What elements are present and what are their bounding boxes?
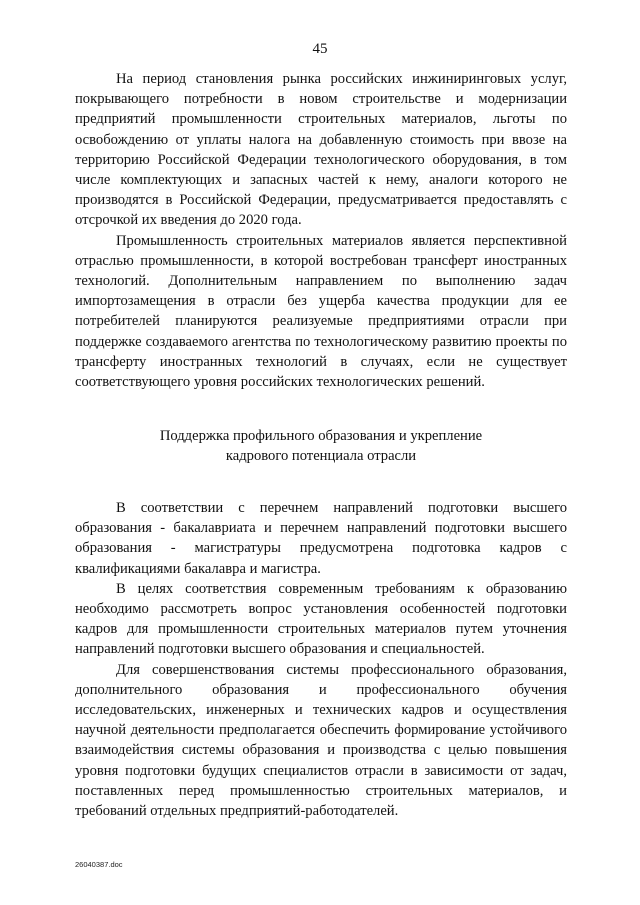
section-heading-line-2: кадрового потенциала отрасли xyxy=(225,448,417,465)
document-file-name: 26040387.doc xyxy=(75,860,123,869)
section-heading-line-1: Поддержка профильного образования и укрепление xyxy=(159,428,483,444)
section-heading xyxy=(75,426,567,466)
section-text xyxy=(75,498,567,821)
intro-text xyxy=(75,69,567,392)
paragraph-technology-transfer: Промышленность строительных материалов является перспективной отраслью промышленности, в которой востребован трансферт иностранных технологий. Дополнительным направлением по выполнению задач импортозамещения в отрасли без ущерба качества продукции для ее потребителей планируются реализуемые предприятиями отрасли при поддержке создаваемого агентства по технологическому развитию проекты по трансферту иностранных технологий в случаях, если не существует соответствующего уровня российских технологических решений. xyxy=(75,232,567,391)
paragraph-degree-programs: В соответствии с перечнем направлений подготовки высшего образования - бакалавриата и перечнем направлений подготовки высшего образования - магистратуры предусмотрена подготовка кадров с квалификациями бакалавра и магистра. xyxy=(75,500,567,577)
paragraph-training-requirements: В целях соответствия современным требованиям к образованию необходимо рассмотреть вопрос установления особенностей подготовки кадров для промышленности строительных материалов путем уточнения направлений подготовки высшего образования и специальностей. xyxy=(75,580,567,658)
paragraph-engineering-services-benefits: На период становления рынка российских инжиниринговых услуг, покрывающего потребности в новом строительстве и модернизации предприятий промышленности строительных материалов, льготы по освобождению от уплаты налога на добавленную стоимость при ввозе на территорию Российской Федерации технологического оборудования, в том числе комплектующих и запасных частей к нему, аналоги которого не производятся в Российской Федерации, предусматривается предоставлять с отсрочкой их введения до 2020 года. xyxy=(75,71,567,229)
paragraph-education-production-link: Для совершенствования системы профессионального образования, дополнительного образования и профессионального обучения исследовательских, инженерных и технических кадров и осуществления научной деятельности предполагается обеспечить формирование устойчивого взаимодействия системы образования и производства с целью повышения уровня подготовки будущих специалистов отрасли в зависимости от задач, поставленных перед промышленностью строительных материалов, и требований отдельных предприятий-работодателей. xyxy=(75,661,567,820)
page-number: 45 xyxy=(312,41,328,57)
